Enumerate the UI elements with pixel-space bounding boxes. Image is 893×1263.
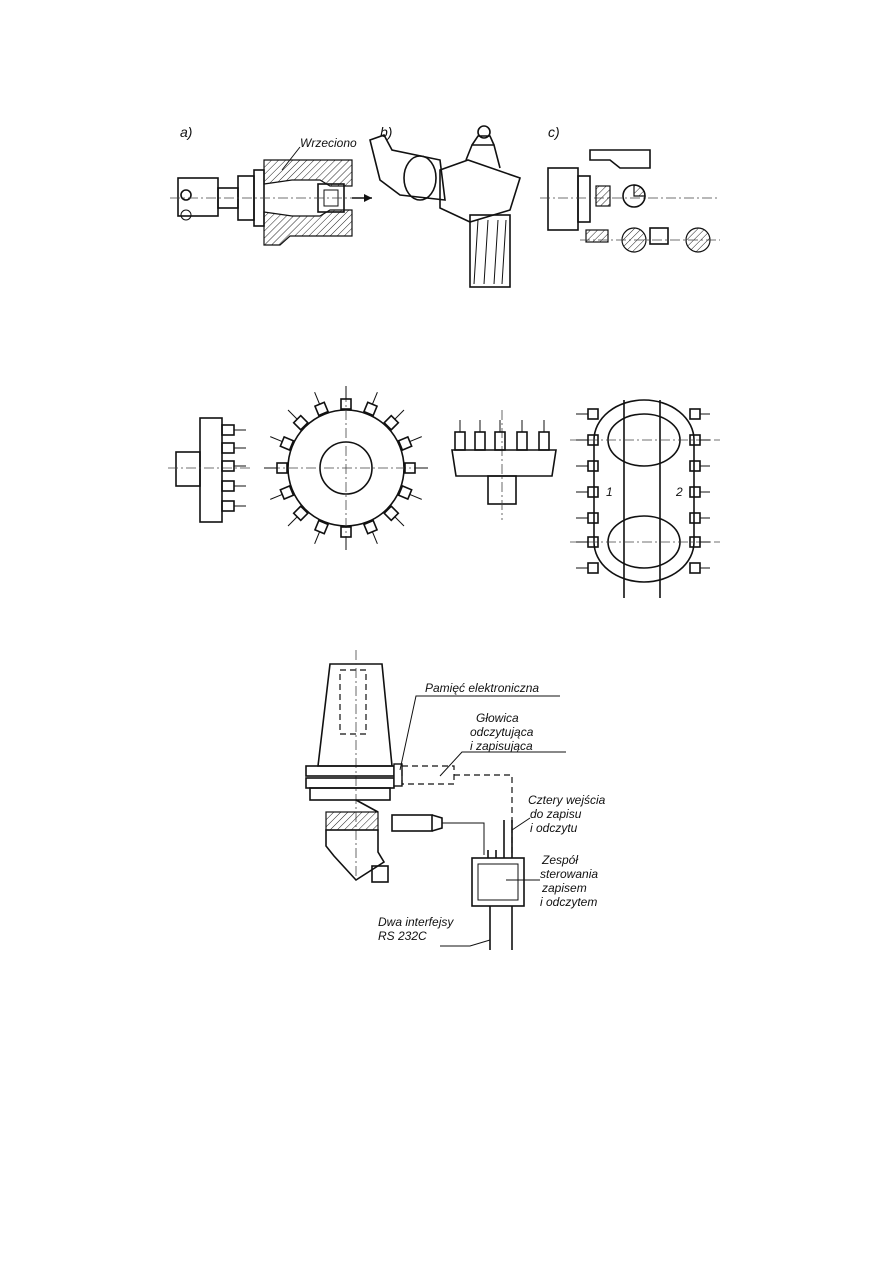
tool-pocket-stem — [395, 517, 404, 526]
tool-pocket — [495, 432, 505, 450]
tool-pocket — [310, 390, 328, 415]
tool-pocket — [455, 432, 465, 450]
tool-pocket — [690, 563, 700, 573]
panel-b-label: b) — [380, 124, 393, 140]
tool-pocket — [222, 425, 234, 435]
tool-pocket — [284, 506, 307, 529]
tool-pocket — [690, 461, 700, 471]
panel-c-tool-positions — [540, 124, 720, 252]
tool-pocket-stem — [372, 532, 377, 544]
tool-pocket — [268, 486, 293, 504]
inputs-label-line1: Cztery wejścia — [528, 793, 606, 807]
tool-pocket-stem — [410, 494, 422, 499]
tool-pocket-stem — [395, 410, 404, 419]
tool-pocket — [364, 521, 382, 546]
chain-label-1: 1 — [606, 485, 613, 499]
tool-pocket — [399, 432, 424, 450]
tool-pocket — [405, 463, 428, 473]
tool-pocket — [364, 390, 382, 415]
tool-pocket — [690, 409, 700, 419]
tool-pocket — [475, 432, 485, 450]
tool-pocket-stem — [410, 437, 422, 442]
tool-holder-cone — [306, 650, 402, 882]
figure-3-tool-identification — [306, 650, 606, 950]
panel-c-label: c) — [548, 124, 560, 140]
control-unit-box — [472, 820, 524, 950]
chain-label-2: 2 — [676, 485, 683, 499]
panel-b-tool-holder-perspective — [370, 124, 520, 287]
tool-pocket — [517, 432, 527, 450]
tool-pocket-stem — [288, 517, 297, 526]
read-write-head — [392, 815, 442, 831]
chain-magazine — [570, 400, 720, 598]
spindle-label: Wrzeciono — [300, 136, 357, 150]
tool-pocket — [588, 461, 598, 471]
tool-pocket — [268, 432, 293, 450]
head-label-line1: Głowica — [476, 711, 519, 725]
tool-pocket-stem — [270, 494, 282, 499]
disc-magazine-side-view — [168, 418, 250, 522]
control-label-line4: i odczytem — [540, 895, 598, 909]
tool-pocket — [690, 513, 700, 523]
inputs-label-line2: do zapisu — [530, 807, 582, 821]
tool-pocket — [399, 486, 424, 504]
memory-label: Pamięć elektroniczna — [425, 681, 540, 695]
tool-pocket — [222, 481, 234, 491]
tool-pocket-stem — [288, 410, 297, 419]
tool-pocket — [588, 513, 598, 523]
tool-pocket — [341, 527, 351, 550]
tool-pocket — [539, 432, 549, 450]
tool-pocket-stem — [270, 437, 282, 442]
control-label-line3: zapisem — [542, 881, 587, 895]
tool-pocket — [690, 487, 700, 497]
tool-pocket — [588, 487, 598, 497]
interfaces-label-line2: RS 232C — [378, 929, 427, 943]
head-label-line3: i zapisująca — [470, 739, 533, 753]
head-label-line2: odczytująca — [470, 725, 534, 739]
tool-pocket — [222, 461, 234, 471]
figure-1-tool-clamping — [170, 124, 720, 287]
figure-2-tool-magazines — [168, 386, 720, 598]
tool-pocket — [588, 409, 598, 419]
control-label-line2: sterowania — [540, 867, 599, 881]
tool-pocket — [588, 563, 598, 573]
tool-pocket-stem — [315, 392, 320, 404]
tool-pocket — [284, 406, 307, 429]
chain-tool-pockets — [576, 409, 710, 573]
interfaces-label-line1: Dwa interfejsy — [378, 915, 454, 929]
disc-magazine-front-view — [264, 386, 428, 550]
panel-a-spindle-section — [170, 124, 372, 245]
comb-magazine — [452, 410, 556, 520]
tool-pocket — [222, 501, 234, 511]
tool-pocket — [310, 521, 328, 546]
tool-pocket-stem — [315, 532, 320, 544]
tool-pocket-stem — [372, 392, 377, 404]
tool-pocket — [384, 506, 407, 529]
tool-pocket — [384, 406, 407, 429]
inputs-label-line3: i odczytu — [530, 821, 578, 835]
tool-pocket — [222, 443, 234, 453]
control-label-line1: Zespół — [542, 853, 579, 867]
panel-a-label: a) — [180, 124, 193, 140]
